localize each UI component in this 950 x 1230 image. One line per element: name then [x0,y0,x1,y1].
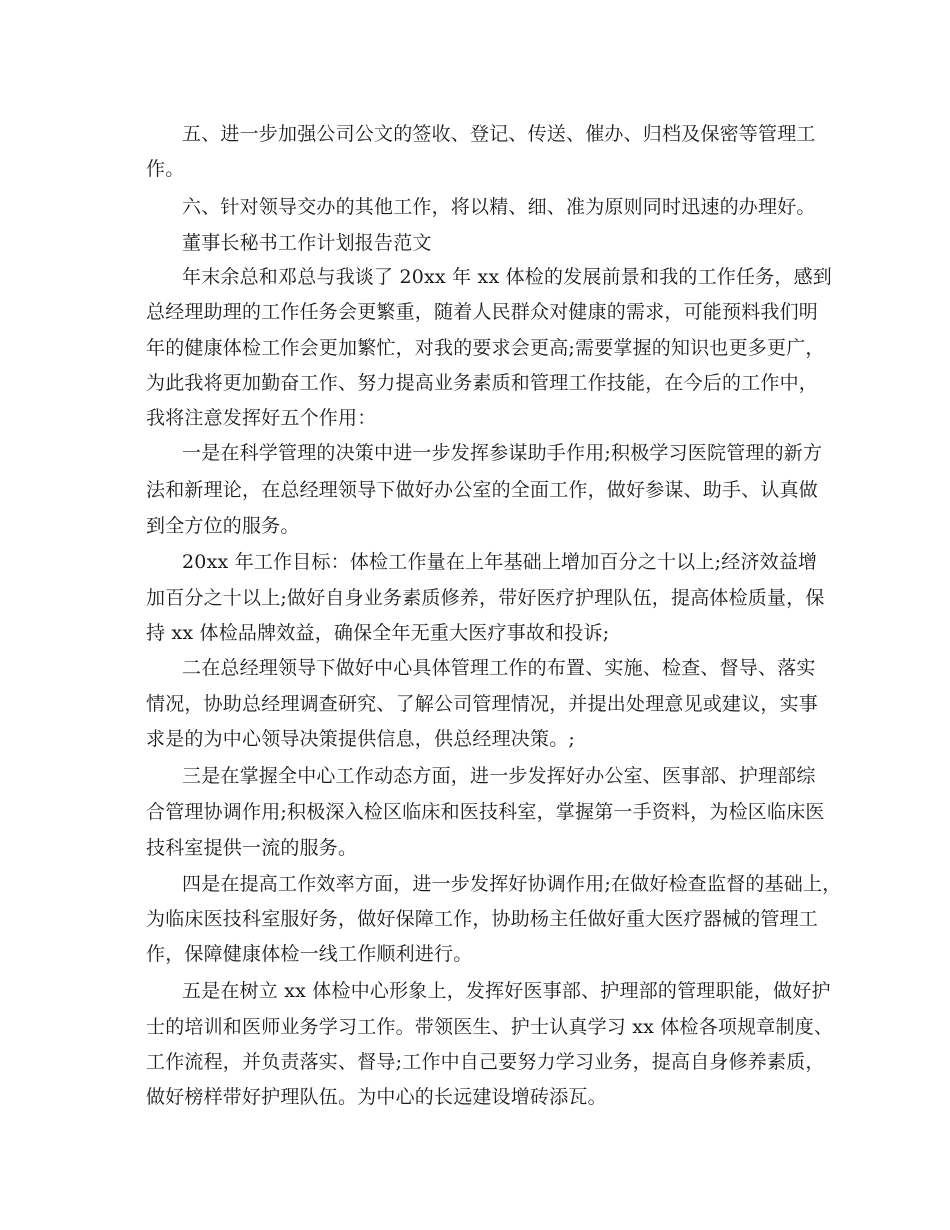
text-line: 六、针对领导交办的其他工作，将以精、细、准为原则同时迅速的办理好。 [182,196,816,218]
text-line: 士的培训和医师业务学习工作。带领医生、护士认真学习 xx 体检各项规章制度、 [146,1016,834,1038]
text-line: 合管理协调作用;积极深入检区临床和医技科室，掌握第一手资料，为检区临床医 [146,801,825,823]
text-line: 作，保障健康体检一线工作顺利进行。 [146,943,473,965]
text-line: 五是在树立 xx 体检中心形象上，发挥好医事部、护理部的管理职能，做好护 [182,980,831,1002]
text-line: 情况，协助总经理调查研究、了解公司管理情况，并提出处理意见或建议，实事 [146,693,819,715]
text-line: 为临床医技科室服好务，做好保障工作，协助杨主任做好重大医疗器械的管理工 [146,908,819,930]
text-line: 作。 [146,158,185,180]
text-line: 持 xx 体检品牌效益，确保全年无重大医疗事故和投诉; [146,622,610,644]
text-line: 加百分之十以上;做好自身业务素质修养，带好医疗护理队伍，提高体检质量，保 [146,587,825,609]
text-line: 二在总经理领导下做好中心具体管理工作的布置、实施、检查、督导、落实 [182,657,816,679]
text-line: 20xx 年工作目标：体检工作量在上年基础上增加百分之十以上;经济效益增 [182,551,818,573]
text-line: 求是的为中心领导决策提供信息，供总经理决策。; [146,728,576,750]
text-line: 年末余总和邓总与我谈了 20xx 年 xx 体检的发展前景和我的工作任务，感到 [182,266,832,288]
text-line: 年的健康体检工作会更加繁忙，对我的要求会更高;需要掌握的知识也更多更广， [146,337,825,359]
text-line: 三是在掌握全中心工作动态方面，进一步发挥好办公室、医事部、护理部综 [182,765,816,787]
text-line: 到全方位的服务。 [146,515,300,537]
text-line: 法和新理论，在总经理领导下做好办公室的全面工作，做好参谋、助手、认真做 [146,479,819,501]
section-title: 董事长秘书工作计划报告范文 [182,232,432,254]
text-line: 四是在提高工作效率方面，进一步发挥好协调作用;在做好检查监督的基础上， [182,873,842,895]
text-line: 一是在科学管理的决策中进一步发挥参谋助手作用;积极学习医院管理的新方 [182,442,823,464]
text-line: 技科室提供一流的服务。 [146,837,358,859]
text-line: 做好榜样带好护理队伍。为中心的长远建设增砖添瓦。 [146,1086,607,1108]
text-line: 我将注意发挥好五个作用： [146,407,377,429]
text-line: 工作流程，并负责落实、督导;工作中自己要努力学习业务，提高自身修养素质， [146,1051,825,1073]
text-line: 总经理助理的工作任务会更繁重，随着人民群众对健康的需求，可能预料我们明 [146,301,819,323]
text-line: 为此我将更加勤奋工作、努力提高业务素质和管理工作技能，在今后的工作中， [146,372,819,394]
text-line: 五、进一步加强公司公文的签收、登记、传送、催办、归档及保密等管理工 [182,123,816,145]
